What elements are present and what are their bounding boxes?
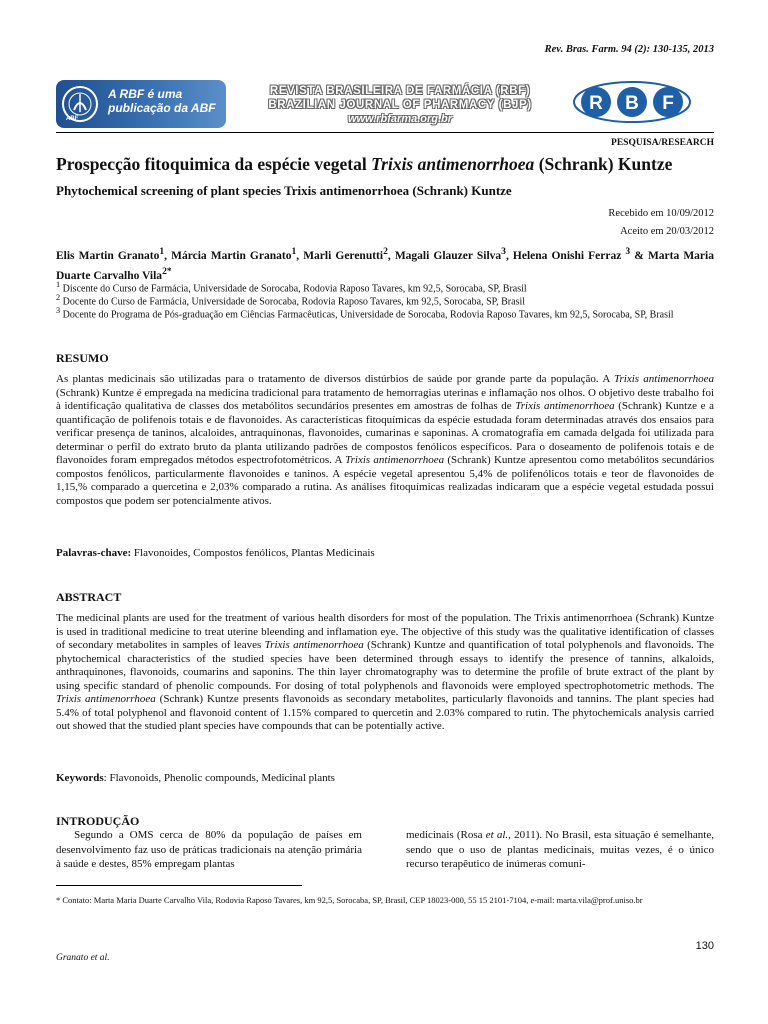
author-name: Márcia Martin Granato — [171, 249, 292, 262]
species-name: Trixis antimenorrhoea — [515, 400, 615, 412]
received-date: Recebido em 10/09/2012 — [608, 208, 714, 219]
author-sup: 1 — [291, 246, 297, 257]
keywords-label: Keywords — [56, 772, 104, 784]
intro-right-text: , 2011). No Brasil, esta situação é semelhante, sendo que o uso de plantas medicinais, muitas vezes, é o único recurso terapêutico de inúmeras comuni- — [406, 829, 714, 870]
header-rule — [56, 132, 714, 133]
footnote-rule — [56, 885, 302, 886]
palavras-chave-label: Palavras-chave: — [56, 547, 132, 559]
abf-banner — [56, 80, 226, 128]
title-pt-post: (Schrank) Kuntze — [534, 154, 673, 174]
keywords-text: : Flavonoids, Phenolic compounds, Medicinal plants — [103, 772, 335, 784]
affiliation-num: 3 — [56, 306, 61, 315]
section-label: PESQUISA/RESEARCH — [611, 138, 714, 148]
palavras-chave-text: Flavonoides, Compostos fenólicos, Plantas Medicinais — [131, 547, 375, 559]
banner-abf-label: ABF — [66, 116, 79, 122]
resumo-text-part: As plantas medicinais são utilizadas para o tratamento de diversos distúrbios de saúde por grande parte da população. A — [56, 373, 614, 385]
affiliation-num: 1 — [56, 280, 61, 289]
resumo-text-part: (Schrank) Kuntze é empregada na medicina tradicional para tratamento de hemorragias uterinas e inflamação nos olhos. O objetivo deste trabalho foi à identificação qualitativa de classes dos metabólitos secundários presentes em amostras de folhas de — [56, 386, 714, 412]
journal-citation: Rev. Bras. Farm. 94 (2): 130-135, 2013 — [544, 44, 714, 55]
affiliation-text: Docente do Curso de Farmácia, Universidade de Sorocaba, Rodovia Raposo Tavares, km 92,5, Sorocaba, SP, Brasil — [62, 296, 526, 308]
author-name: Magali Glauzer Silva — [394, 249, 502, 262]
keywords — [56, 772, 714, 784]
intro-right-column — [406, 828, 714, 872]
title-pt-species: Trixis antimenorrhoea — [371, 154, 535, 174]
resumo-text — [56, 373, 714, 508]
species-name: Trixis antimenorrhoea — [613, 373, 714, 385]
journal-names — [250, 84, 550, 126]
rbf-logo-letter: B — [625, 93, 639, 114]
author-sep: & — [630, 249, 648, 262]
journal-name-en: BRAZILIAN JOURNAL OF PHARMACY (BJP) — [268, 99, 532, 111]
author-sup: 3 — [501, 246, 506, 257]
rbf-logo-letter: F — [662, 93, 674, 114]
rbf-logo-letter: R — [589, 93, 603, 114]
affiliation-text: Docente do Programa de Pós-graduação em Ciências Farmacêuticas, Universidade de Sorocaba, Rodovia Raposo Tavares, km 92,5, Sorocaba, SP, Brasil — [62, 309, 674, 321]
intro-heading: INTRODUÇÃO — [56, 814, 140, 828]
journal-name-pt: REVISTA BRASILEIRA DE FARMÁCIA (RBF) — [269, 85, 531, 97]
author-sup: 1 — [159, 246, 165, 257]
author-sup: 2 — [383, 246, 388, 257]
author-list — [56, 244, 714, 284]
abstract-heading: ABSTRACT — [56, 590, 122, 604]
author-sup: 2* — [162, 265, 172, 277]
banner-slogan: A RBF é uma publicação da ABF — [108, 87, 216, 115]
species-name: Trixis antimenorrhoea — [345, 454, 445, 466]
journal-url: www.rbfarma.org.br — [347, 113, 453, 125]
title-portuguese — [56, 154, 714, 175]
affiliation-text: Discente do Curso de Farmácia, Universidade de Sorocaba, Rodovia Raposo Tavares, km 92,5, Sorocaba, SP, Brasil — [62, 283, 527, 295]
author-sep: , — [387, 249, 395, 262]
title-english: Phytochemical screening of plant species Trixis antimenorrhoea (Schrank) Kuntze — [56, 183, 512, 198]
abstract-text-part: (Schrank) Kuntze and quantification of total polyphenols and flavonoids. The phytochemical characteristics of the studied species have been determined through essays to identify the presence of tannins, alkaloids, anthraquinones, flavonoids, coumarins and saponins. The thin layer chromatography was to determine the profile of brute extract of the plant by using specific standard of phenolic compounds. For dosing of total polyphenols and flavonoids were employed spectrophotometric methods. The — [56, 639, 714, 692]
intro-left-column: Segundo a OMS cerca de 80% da população de países em desenvolvimento faz uso de práticas tradicionais na atenção primária à saúde e destes, 85% empregam plantas — [56, 829, 365, 870]
affiliation-num: 2 — [56, 293, 61, 302]
author-name: Marta Maria Duarte Carvalho Vila — [56, 249, 714, 282]
page-number: 130 — [695, 940, 714, 952]
abstract-text-part: (Schrank) Kuntze presents flavonoids as secondary metabolites, particularly flavonoids and tannins. The plant species had 5.4% of total polyphenol and flavonoid content of 1.15% compared to quercetin and 2.03% compared to rutin. The phytochemicals analysis carried out showed that the studied plant species have compounds that can be potentially active. — [56, 693, 714, 732]
palavras-chave — [56, 547, 714, 559]
affiliation — [56, 305, 714, 321]
running-author: Granato et al. — [56, 953, 110, 963]
abstract-text — [56, 612, 714, 734]
resumo-text-part: (Schrank) Kuntze e a quantificação de polifenois totais e de flavonoides. As características fitoquímicas da espécie estudada foram determinadas através dos ensaios para verificar presença de taninos, alcaloides, antraquinonas, flavonoides, cumarinas e saponinas. A cromatografia em camada delgada foi utilizada para determinar o perfil do extrato bruto da planta utilizando padrões de compostos fenólicos específicos. Para o doseamento de polifenois totais e de flavonoides foram empregados métodos espectrofotométricos. A — [56, 400, 714, 466]
author-sup: 3 — [625, 246, 631, 257]
accepted-date: Aceito em 20/03/2012 — [620, 226, 714, 237]
species-name: Trixis antimenorrhoea — [56, 693, 156, 705]
abstract-text-part: The medicinal plants are used for the treatment of various health disorders for most of the population. The Trixis antimenorrhoea (Schrank) Kuntze is used in traditional medicine to treat uterine bleending and inflamation eye. The objective of this study was the qualitative identification of classes of secondary metabolites in samples of leaves — [56, 612, 714, 651]
resumo-text-part: (Schrank) Kuntze apresentou como metabólitos secundários compostos fenólicos, particularmente flavonoides e taninos. A espécie vegetal apresentou 5,4% de polifenólicos totais e teor de flavonoides de 1,15,% comparado a quercetina e 2,03% comparado a rutina. As análises fitoquímicas realizadas indicaram que a espécie vegetal estudada possui compostos que podem ser potencialmente ativos. — [56, 454, 714, 507]
author-name: Elis Martin Granato — [56, 249, 160, 262]
title-pt-pre: Prospecção fitoquimica da espécie vegetal — [56, 154, 372, 174]
resumo-heading: RESUMO — [56, 351, 109, 365]
species-name: Trixis antimenorrhoea — [264, 639, 364, 651]
author-sep: , — [505, 249, 513, 262]
et-al: et al. — [485, 829, 509, 841]
author-name: Marli Gerenutti — [303, 249, 384, 262]
author-sep: , — [164, 249, 172, 262]
footnote-contact: * Contato: Marta Maria Duarte Carvalho Vila, Rodovia Raposo Tavares, km 92,5, Sorocaba, SP, Brasil, CEP 18023-000, 55 15 2101-7104, e-mail: marta.vila@prof.uniso.br — [56, 895, 643, 905]
author-sep: , — [296, 249, 304, 262]
author-name: Helena Onishi Ferraz — [512, 249, 626, 262]
intro-right-text: medicinais (Rosa — [406, 829, 486, 841]
rbf-logo-icon — [572, 80, 692, 124]
